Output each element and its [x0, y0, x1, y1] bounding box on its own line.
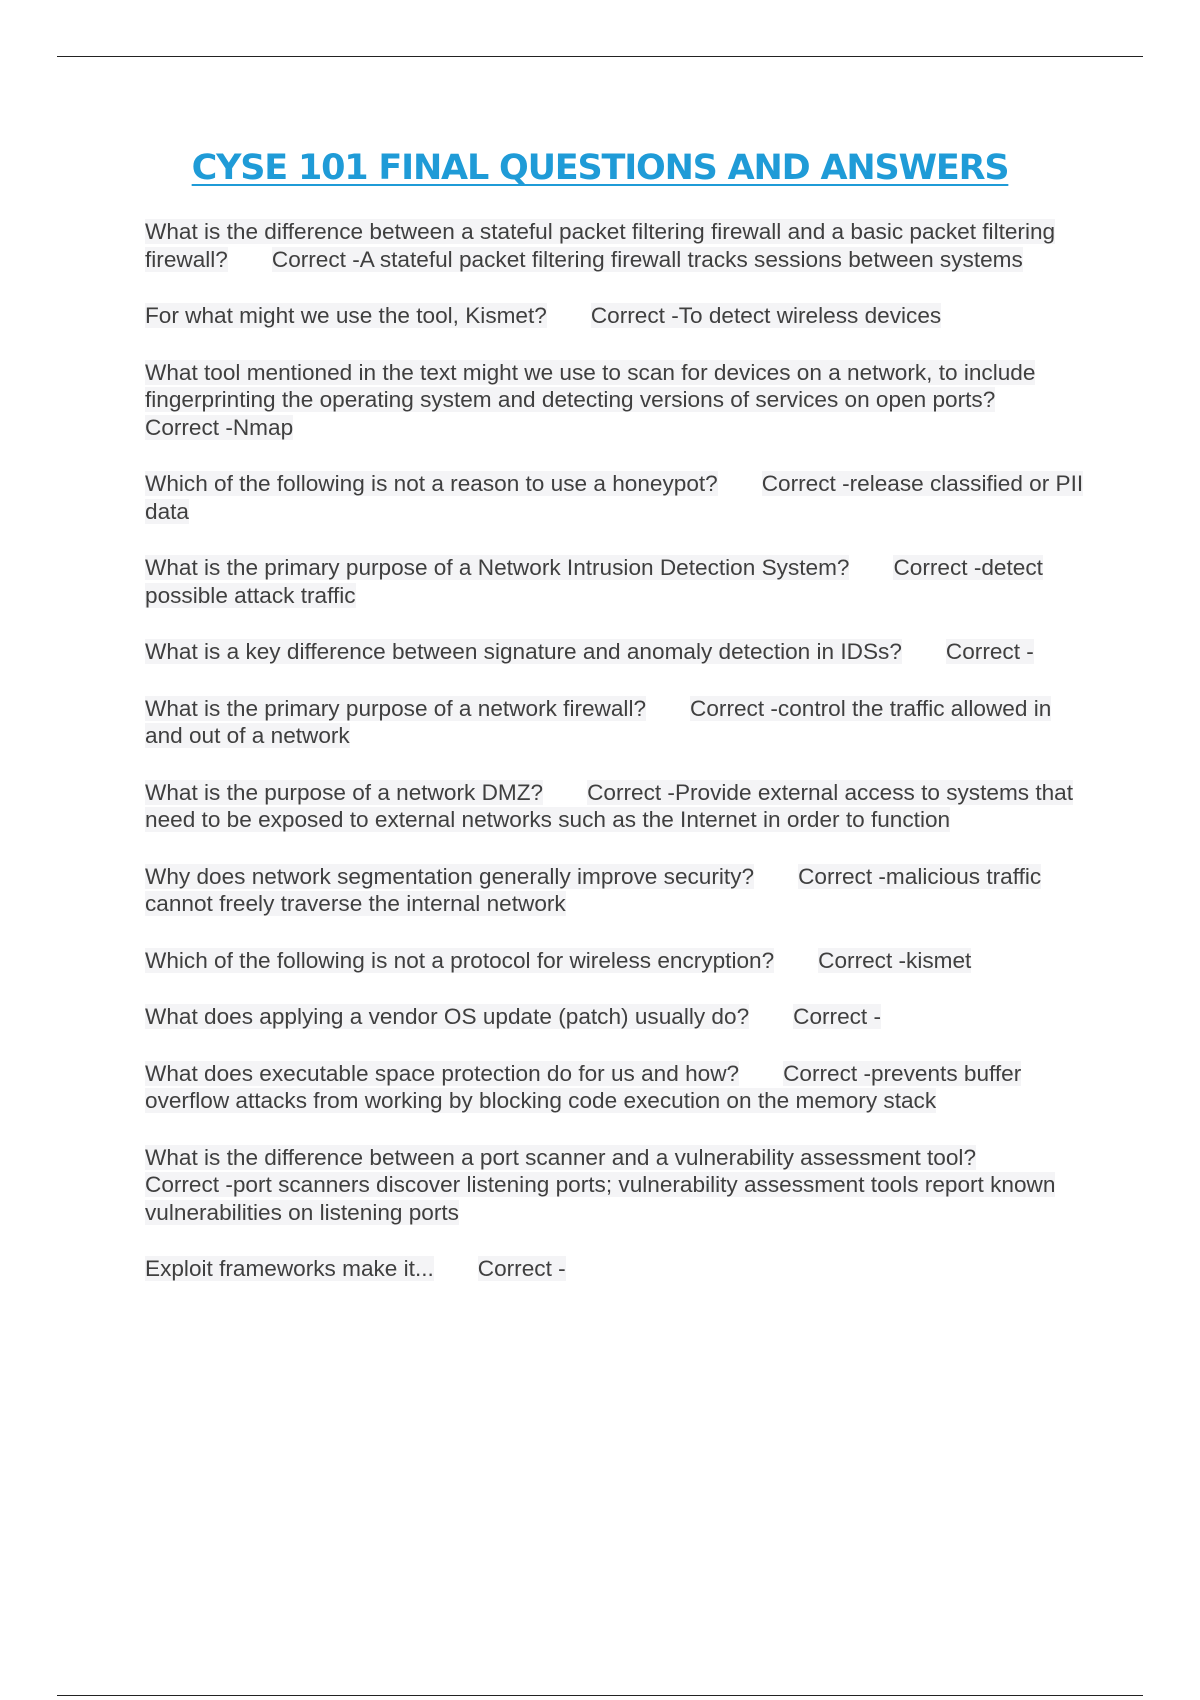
question-text: What tool mentioned in the text might we use to scan for devices on a network, to include fingerprinting the operating system and detecting versions of services on open ports? [145, 359, 1036, 412]
answer-text: Correct -port scanners discover listening ports; vulnerability assessment tools report known vulnerabilities on listening ports [145, 1172, 1056, 1225]
answer-text: Correct - [945, 639, 1034, 664]
qa-item [145, 1255, 1085, 1283]
answer-text: Correct - [793, 1004, 882, 1029]
question-text: For what might we use the tool, Kismet? [145, 303, 547, 328]
question-text: What does applying a vendor OS update (patch) usually do? [145, 1004, 750, 1029]
answer-text: Correct -malicious traffic cannot freely traverse the internal network [145, 863, 1042, 916]
qa-item [145, 359, 1085, 442]
qa-item [145, 779, 1085, 834]
qa-item [145, 470, 1085, 525]
qa-item [145, 695, 1085, 750]
qa-item [145, 1144, 1085, 1227]
answer-text: Correct -Nmap [145, 414, 294, 440]
question-text: What is the purpose of a network DMZ? [145, 779, 544, 805]
answer-text: Correct -prevents buffer overflow attacks from working by blocking code execution on the memory stack [145, 1060, 1022, 1113]
answer-text: Correct -To detect wireless devices [590, 303, 942, 328]
answer-text: Correct -detect possible attack traffic [145, 555, 1043, 608]
question-text: Which of the following is not a reason to use a honeypot? [145, 471, 718, 496]
qa-item [145, 218, 1085, 273]
qa-item [145, 947, 1085, 975]
answer-text: Correct -release classified or PII data [145, 471, 1084, 524]
question-text: What is a key difference between signature and anomaly detection in IDSs? [145, 639, 902, 664]
question-text: What is the difference between a stateful packet filtering firewall and a basic packet filtering firewall? [145, 219, 1056, 272]
question-text: Why does network segmentation generally improve security? [145, 863, 755, 889]
qa-item [145, 554, 1085, 609]
answer-text: Correct -A stateful packet filtering firewall tracks sessions between systems [271, 246, 1023, 272]
question-text: What is the primary purpose of a Network Intrusion Detection System? [145, 555, 850, 580]
document-title: CYSE 101 FINAL QUESTIONS AND ANSWERS [191, 148, 1009, 188]
answer-text: Correct - [477, 1256, 566, 1281]
answer-text: Correct -kismet [818, 947, 972, 973]
question-text: What is the primary purpose of a network firewall? [145, 695, 647, 721]
top-rule [57, 56, 1143, 57]
qa-item [145, 863, 1085, 918]
qa-item [145, 1003, 1085, 1031]
question-text: Which of the following is not a protocol for wireless encryption? [145, 947, 775, 973]
answer-text: Correct -control the traffic allowed in and out of a network [145, 695, 1052, 748]
qa-item [145, 638, 1085, 666]
answer-text: Correct -Provide external access to systems that need to be exposed to external networks such as the Internet in order to function [145, 779, 1074, 832]
qa-list [145, 218, 1085, 1312]
qa-item [145, 1060, 1085, 1115]
question-text: Exploit frameworks make it... [145, 1256, 434, 1281]
question-text: What does executable space protection do for us and how? [145, 1060, 740, 1086]
question-text: What is the difference between a port scanner and a vulnerability assessment tool? [145, 1144, 977, 1170]
qa-item [145, 302, 1085, 330]
bottom-rule [57, 1695, 1143, 1696]
